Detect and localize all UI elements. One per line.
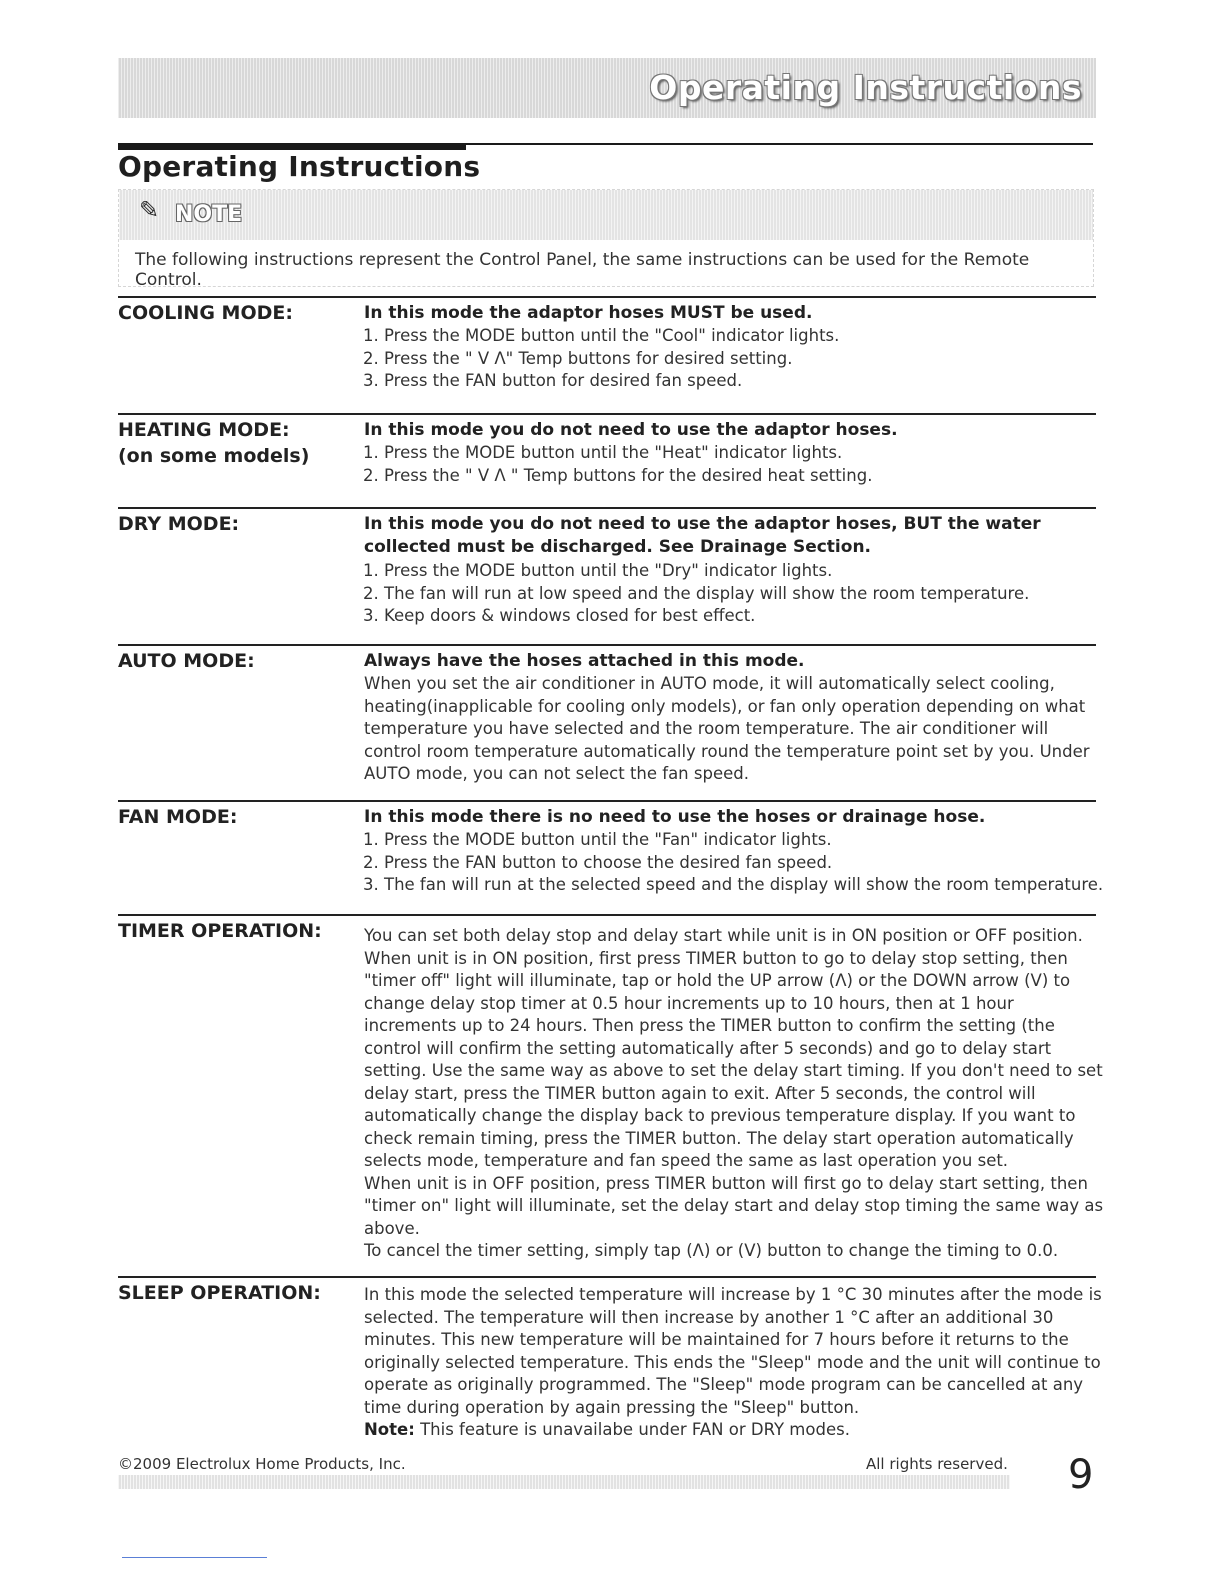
section-sleep-operation bbox=[118, 1276, 1102, 1439]
page-number: 9 bbox=[1068, 1452, 1094, 1498]
footer-copyright: ©2009 Electrolux Home Products, Inc. bbox=[118, 1455, 406, 1473]
note-text: This feature is unavailabe under FAN or DRY modes. bbox=[414, 1420, 850, 1439]
section-body bbox=[364, 419, 1104, 487]
section-text: In this mode the selected temperature will increase by 1 °C 30 minutes after the mode is selected. The temperature will then increase by another 1 °C after an additional 30 minutes. This new temperature will be maintained for 7 hours before it returns to the originally selected temperature. This ends the "Sleep" mode and the unit will continue to operate as originally programmed. The "Sleep" mode program can be cancelled at any time during operation by again pressing the "Sleep" button. bbox=[364, 1285, 1102, 1417]
list-item: 1. Press the MODE button until the "Cool" indicator lights. bbox=[384, 325, 1104, 348]
section-lead: In this mode the adaptor hoses MUST be used. bbox=[364, 303, 813, 323]
list-item: 2. Press the " V Λ " Temp buttons for the desired heat setting. bbox=[384, 465, 1104, 488]
footer-rights: All rights reserved. bbox=[866, 1455, 1008, 1473]
list-item: 3. The fan will run at the selected speed and the display will show the room temperature. bbox=[384, 874, 1104, 897]
section-text: When unit is in OFF position, press TIMER button will first go to delay start setting, then "timer on" light will illuminate, set the delay start and delay stop timing the same way as above. bbox=[364, 1173, 1104, 1238]
section-label: SLEEP OPERATION: bbox=[118, 1282, 321, 1304]
section-dry-mode bbox=[118, 507, 1096, 625]
section-heating-mode bbox=[118, 413, 1096, 485]
section-lead: In this mode there is no need to use the hoses or drainage hose. bbox=[364, 807, 986, 827]
section-body bbox=[364, 650, 1104, 786]
banner-title: Operating Instructions bbox=[649, 68, 1082, 107]
step-list bbox=[364, 442, 1104, 487]
step-list bbox=[364, 325, 1104, 393]
section-lead: In this mode you do not need to use the adaptor hoses, BUT the water collected must be discharged. See Drainage Section. bbox=[364, 514, 1041, 557]
section-label-sub: (on some models) bbox=[118, 445, 310, 467]
note-box bbox=[118, 189, 1094, 290]
section-body bbox=[364, 1284, 1104, 1442]
list-item: 2. The fan will run at low speed and the display will show the room temperature. bbox=[384, 583, 1104, 606]
list-item: 1. Press the MODE button until the "Dry" indicator lights. bbox=[384, 560, 1104, 583]
list-item: 2. Press the FAN button to choose the desired fan speed. bbox=[384, 852, 1104, 875]
footer-strip bbox=[118, 1475, 1010, 1489]
note-header bbox=[119, 190, 1093, 240]
section-lead: In this mode you do not need to use the adaptor hoses. bbox=[364, 420, 898, 440]
section-label: COOLING MODE: bbox=[118, 302, 293, 324]
note-label: NOTE bbox=[175, 202, 243, 227]
step-list bbox=[364, 829, 1104, 897]
header-banner bbox=[118, 58, 1096, 118]
section-body bbox=[364, 302, 1104, 393]
section-body bbox=[364, 925, 1104, 1263]
pushpin-icon: ✎ bbox=[139, 196, 160, 224]
note-text: The following instructions represent the Control Panel, the same instructions can be used for the Remote Control. bbox=[135, 250, 1030, 290]
section-body bbox=[364, 513, 1104, 628]
section-text: You can set both delay stop and delay start while unit is in ON position or OFF position. When unit is in ON position, first press TIMER button to go to delay stop setting, then "timer off" light will illuminate, tap or hold the UP arrow (Λ) or the DOWN arrow (V) to change delay stop timer at 0.5 hour increments up to 10 hours, then at 1 hour increments up to 24 hours. Then press the TIMER button to confirm the setting (the control will confirm the setting automatically after 5 seconds) and go to delay start setting. Use the same way as above to set the delay start timing. If you don't need to set delay start, press the TIMER button again to exit. After 5 seconds, the control will automatically change the display back to previous temperature display. If you want to check remain timing, press the TIMER button. The delay start operation automatically selects mode, temperature and fan speed the same as last operation you set. bbox=[364, 926, 1103, 1170]
step-list bbox=[364, 560, 1104, 628]
section-label bbox=[118, 417, 309, 469]
section-lead: Always have the hoses attached in this mode. bbox=[364, 651, 805, 671]
list-item: 1. Press the MODE button until the "Heat" indicator lights. bbox=[384, 442, 1104, 465]
section-text: When you set the air conditioner in AUTO mode, it will automatically select cooling, heating(inapplicable for cooling only models), or fan only operation depending on what temperature you have selected and the room temperature. The air conditioner will control room temperature automatically round the temperature point set by you. Under AUTO mode, you can not select the fan speed. bbox=[364, 674, 1090, 783]
section-label: AUTO MODE: bbox=[118, 650, 255, 672]
page-title: Operating Instructions bbox=[118, 150, 481, 183]
section-label: FAN MODE: bbox=[118, 806, 238, 828]
section-note bbox=[364, 1419, 1104, 1442]
list-item: 2. Press the " V Λ" Temp buttons for desired setting. bbox=[384, 348, 1104, 371]
section-cooling-mode bbox=[118, 296, 1096, 390]
note-label: Note: bbox=[364, 1420, 415, 1439]
section-fan-mode bbox=[118, 800, 1104, 894]
bottom-divider bbox=[122, 1557, 267, 1558]
section-label: DRY MODE: bbox=[118, 513, 240, 535]
list-item: 3. Press the FAN button for desired fan speed. bbox=[384, 370, 1104, 393]
section-timer-operation bbox=[118, 914, 1104, 1260]
section-auto-mode bbox=[118, 644, 1096, 783]
list-item: 1. Press the MODE button until the "Fan" indicator lights. bbox=[384, 829, 1104, 852]
title-rule-accent bbox=[118, 143, 466, 150]
section-text: To cancel the timer setting, simply tap (Λ) or (V) button to change the timing to 0.0. bbox=[364, 1241, 1059, 1260]
section-body bbox=[364, 806, 1104, 897]
list-item: 3. Keep doors & windows closed for best effect. bbox=[384, 605, 1104, 628]
section-label-main: HEATING MODE: bbox=[118, 419, 290, 441]
section-label: TIMER OPERATION: bbox=[118, 920, 322, 942]
